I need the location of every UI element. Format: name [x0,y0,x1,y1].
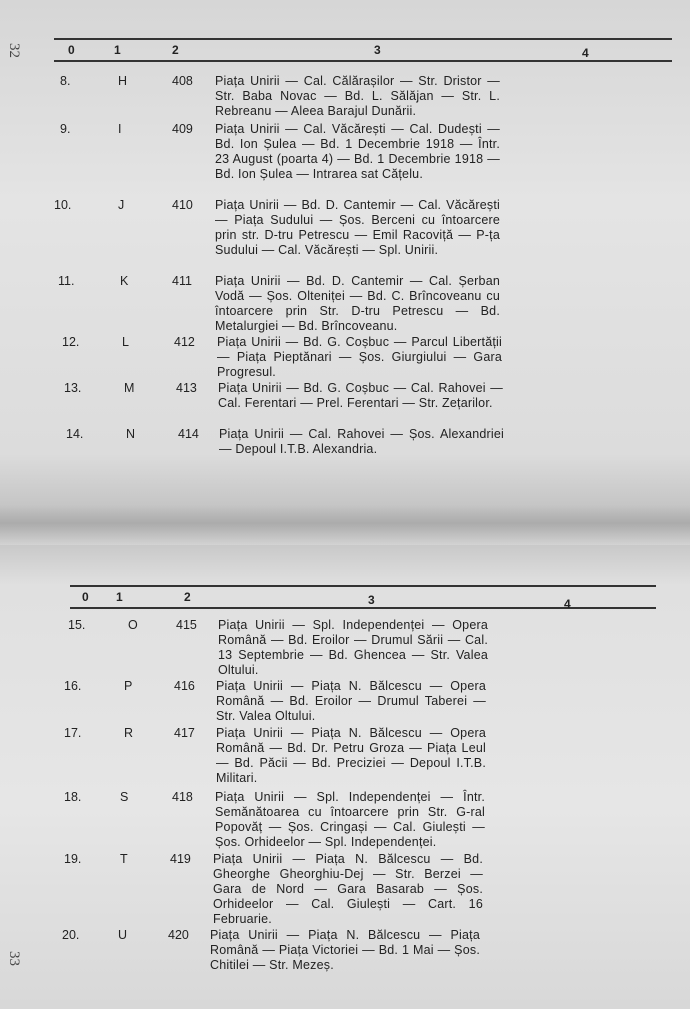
row-code: 414 [178,427,199,441]
row-number: 14. [66,427,84,441]
row-number: 18. [64,790,82,804]
page-fold [0,505,690,545]
route-description: Piața Unirii — Cal. Rahovei — Șos. Alexandriei — Depoul I.T.B. Alexandria. [219,427,504,456]
header-col-4: 4 [564,597,571,611]
header-col-0: 0 [68,43,75,57]
page-number-top: 32 [6,43,22,58]
row-letter: T [120,852,128,866]
page-number-bottom: 33 [6,951,22,966]
route-description: Piața Unirii — Piața N. Bălcescu — Piața Română — Piața Victoriei — Bd. 1 Mai — Șos. Chitilei — Str. Mezeș. [210,928,480,972]
header-col-0: 0 [82,590,89,604]
row-code: 418 [172,790,193,804]
row-letter: I [118,122,122,136]
row-code: 409 [172,122,193,136]
row-number: 15. [68,618,86,632]
route-description: Piața Unirii — Bd. D. Cantemir — Cal. Văcărești — Piața Sudului — Șos. Berceni cu întoarcere prin str. D-tru Petrescu — Emil Racoviță — P-ța Sudului — Cal. Văcărești — Spl. Unirii. [215,198,500,257]
row-code: 417 [174,726,195,740]
route-description: Piața Unirii — Bd. G. Coșbuc — Cal. Rahovei — Cal. Ferentari — Prel. Ferentari — Str. Zețarilor. [218,381,503,410]
header-col-1: 1 [116,590,123,604]
route-description: Piața Unirii — Bd. D. Cantemir — Cal. Șerban Vodă — Șos. Olteniței — Bd. C. Brîncoveanu cu întoarcere prin Str. D-tru Petrescu — Bd. Metalurgiei — Bd. Brîncoveanu. [215,274,500,333]
table-header [70,585,656,609]
header-col-4: 4 [582,46,589,60]
row-number: 8. [60,74,71,88]
row-letter: R [124,726,134,740]
row-code: 415 [176,618,197,632]
row-letter: S [120,790,129,804]
route-description: Piața Unirii — Bd. G. Coșbuc — Parcul Libertății — Piața Pieptănari — Șos. Giurgiului — Gara Progresul. [217,335,502,379]
route-description: Piața Unirii — Spl. Independenței — Opera Română — Bd. Eroilor — Drumul Sării — Cal. 13 Septembrie — Bd. Ghencea — Str. Valea Oltului. [218,618,488,677]
header-col-2: 2 [172,43,179,57]
row-number: 16. [64,679,82,693]
row-code: 419 [170,852,191,866]
route-description: Piața Unirii — Cal. Văcărești — Cal. Dudești — Bd. Ion Șulea — Bd. 1 Decembrie 1918 — Într. 23 August (poarta 4) — Bd. 1 Decembrie 1918 — Bd. Ion Șulea — Intrarea sat Cățelu. [215,122,500,181]
route-table-1 [54,38,672,468]
row-number: 19. [64,852,82,866]
header-col-1: 1 [114,43,121,57]
row-letter: P [124,679,133,693]
row-letter: K [120,274,129,288]
route-description: Piața Unirii — Piața N. Bălcescu — Bd. Gheorghe Gheorghiu-Dej — Str. Berzei — Gara de Nord — Gara Basarab — Șos. Orhideelor — Cal. Giulești — Cart. 16 Februarie. [213,852,483,926]
row-code: 411 [172,274,192,288]
row-code: 420 [168,928,189,942]
route-table-2 [62,585,656,995]
row-letter: J [118,198,125,212]
route-description: Piața Unirii — Cal. Călărașilor — Str. Dristor — Str. Baba Novac — Bd. L. Sălăjan — Str. L. Rebreanu — Aleea Barajul Dunării. [215,74,500,118]
table-header [54,38,672,62]
row-code: 416 [174,679,195,693]
route-description: Piața Unirii — Spl. Independenței — Într. Semănătoarea cu întoarcere prin Str. G-ral Popovăț — Șos. Cringași — Cal. Giulești — Șos. Orhideelor — Spl. Independenței. [215,790,485,849]
row-letter: U [118,928,128,942]
header-col-3: 3 [374,43,381,57]
row-code: 413 [176,381,197,395]
row-number: 10. [54,198,72,212]
row-code: 410 [172,198,193,212]
row-letter: N [126,427,136,441]
row-number: 20. [62,928,80,942]
route-description: Piața Unirii — Piața N. Bălcescu — Opera Română — Bd. Dr. Petru Groza — Piața Leul — Bd. Păcii — Bd. Preciziei — Depoul I.T.B. Militari. [216,726,486,785]
row-letter: H [118,74,128,88]
row-number: 13. [64,381,82,395]
row-number: 17. [64,726,82,740]
row-letter: O [128,618,138,632]
route-description: Piața Unirii — Piața N. Bălcescu — Opera Română — Bd. Eroilor — Drumul Taberei — Str. Valea Oltului. [216,679,486,723]
row-code: 408 [172,74,193,88]
row-number: 9. [60,122,71,136]
row-letter: L [122,335,129,349]
row-number: 12. [62,335,80,349]
row-code: 412 [174,335,195,349]
header-col-3: 3 [368,593,375,607]
row-letter: M [124,381,135,395]
row-number: 11. [58,274,75,288]
header-col-2: 2 [184,590,191,604]
